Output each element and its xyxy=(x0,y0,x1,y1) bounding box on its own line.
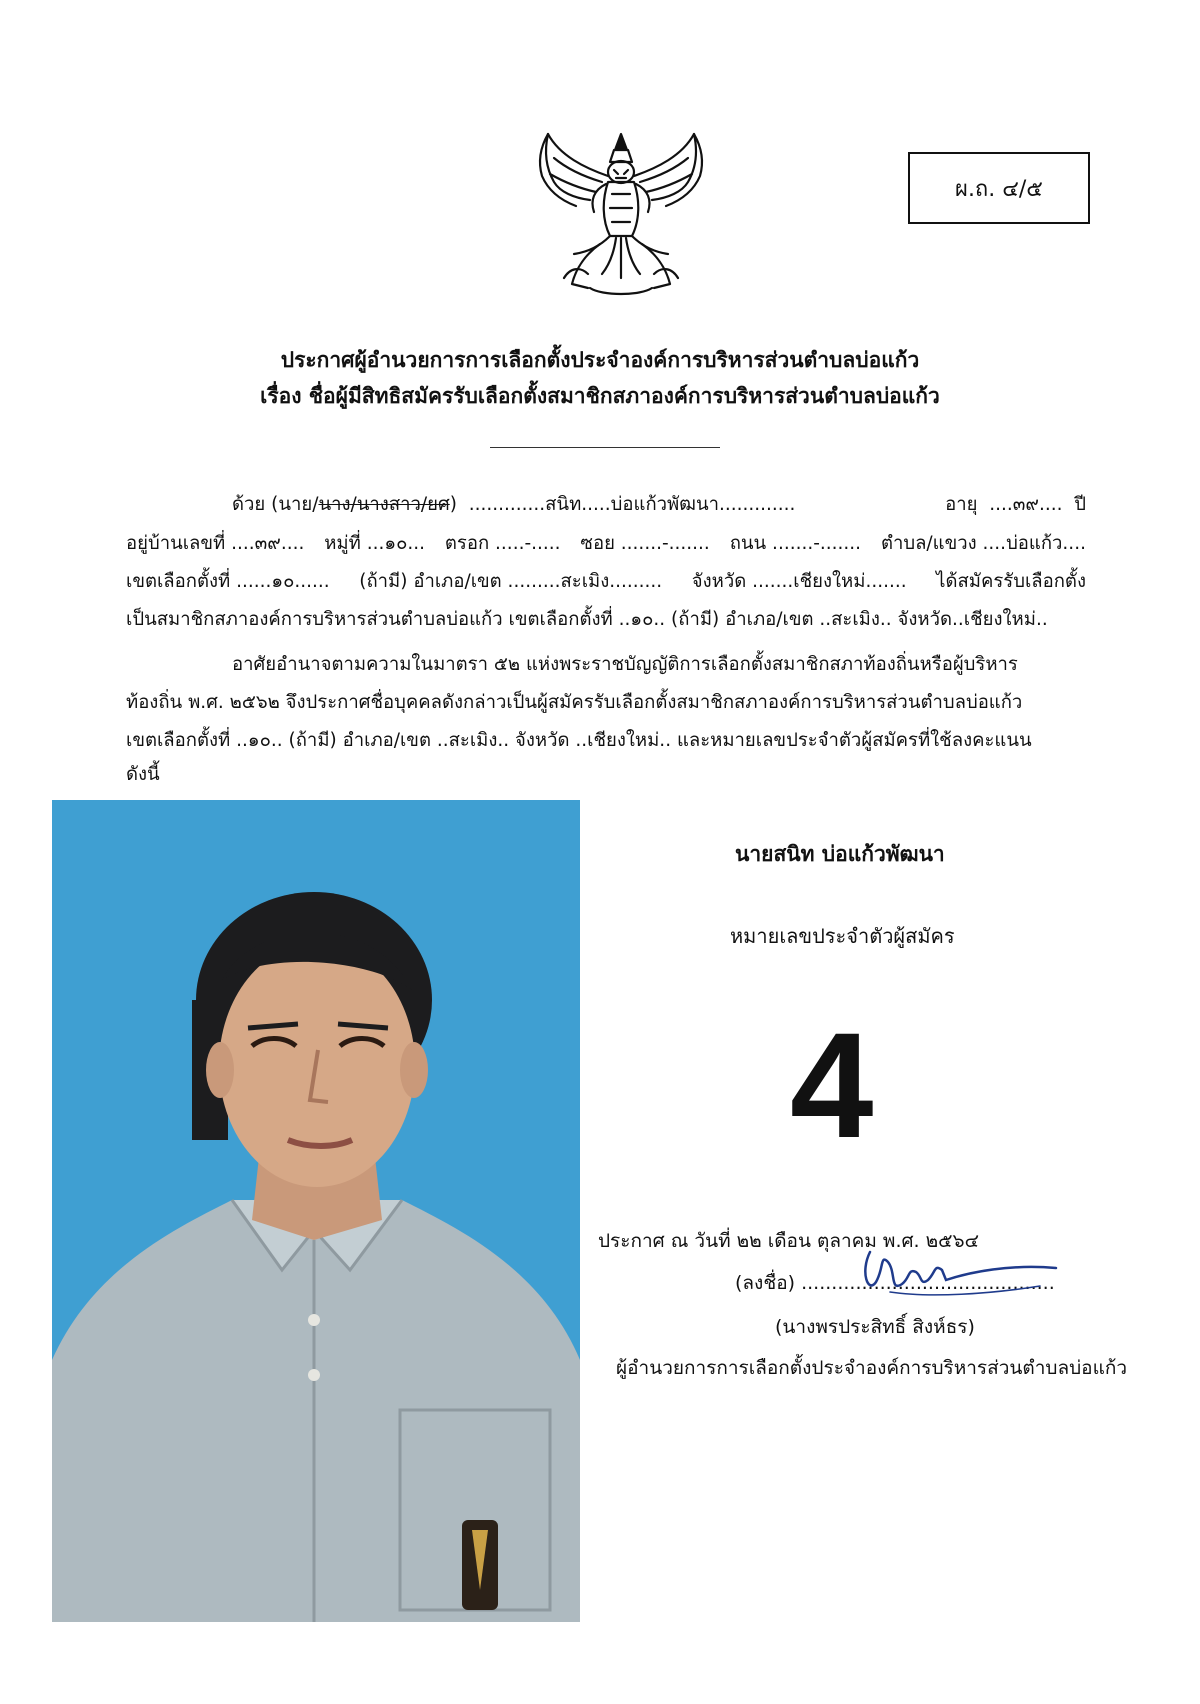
garuda-emblem-icon xyxy=(530,128,712,300)
body-line-7 xyxy=(126,726,1086,755)
address-house-number: อยู่บ้านเลขที่ ....๓๙.... xyxy=(126,533,305,554)
body-line-3 xyxy=(126,567,1086,596)
province: จังหวัด .......เชียงใหม่....... xyxy=(691,571,907,592)
struck-titles: นาง/นางสาว/ยศ xyxy=(318,494,450,515)
as-follows-text: ดังนี้ xyxy=(126,764,160,785)
signer-name: (นางพรประสิทธิ์ สิงห์ธร) xyxy=(775,1316,975,1338)
address-lane: ตรอก .....-..... xyxy=(444,533,561,554)
announcement-subject: เรื่อง ชื่อผู้มีสิทธิสมัครรับเลือกตั้งสมาชิกสภาองค์การบริหารส่วนตำบลบ่อแก้ว xyxy=(260,384,940,408)
signer-title: ผู้อำนวยการการเลือกตั้งประจำองค์การบริหารส่วนตำบลบ่อแก้ว xyxy=(616,1357,1127,1379)
address-village: หมู่ที่ ...๑๐... xyxy=(324,533,426,554)
candidate-number-label: หมายเลขประจำตัวผู้สมัคร xyxy=(730,924,955,948)
candidate-details-text: ด้วย (นาย/นาง/นางสาว/ยศ) .............สนิท.....บ่อแก้วพัฒนา............. xyxy=(232,494,796,515)
form-code-box xyxy=(908,152,1090,224)
membership-text: เป็นสมาชิกสภาองค์การบริหารส่วนตำบลบ่อแก้ว เขตเลือกตั้งที่ ..๑๐.. (ถ้ามี) อำเภอ/เขต ..สะเมิง.. จังหวัด..เชียงใหม่.. xyxy=(126,609,1048,630)
body-line-6 xyxy=(126,688,1086,717)
title-divider xyxy=(490,447,720,448)
legal-basis-text: อาศัยอำนาจตามความในมาตรา ๕๒ แห่งพระราชบัญญัติการเลือกตั้งสมาชิกสภาท้องถิ่นหรือผู้บริหาร xyxy=(232,654,1018,675)
candidate-name: นายสนิท บ่อแก้วพัฒนา xyxy=(735,842,945,866)
announcement-date: ประกาศ ณ วันที่ ๒๒ เดือน ตุลาคม พ.ศ. ๒๕๖๔ xyxy=(598,1230,979,1252)
body-line-8 xyxy=(126,760,1086,789)
body-line-2 xyxy=(126,529,1086,558)
candidate-number: 4 xyxy=(790,1001,874,1169)
announcement-title: ประกาศผู้อำนวยการการเลือกตั้งประจำองค์การบริหารส่วนตำบลบ่อแก้ว xyxy=(280,348,920,372)
handwritten-signature xyxy=(850,1242,1060,1304)
body-line-5 xyxy=(232,650,1086,679)
signature-line: (ลงชื่อ) .......................................... xyxy=(735,1272,1055,1294)
electoral-district: เขตเลือกตั้งที่ ......๑๐...... xyxy=(126,571,330,592)
body-line-4 xyxy=(126,605,1086,634)
announcement-text: ท้องถิ่น พ.ศ. ๒๕๖๒ จึงประกาศชื่อบุคคลดังกล่าวเป็นผู้สมัครรับเลือกตั้งสมาชิกสภาองค์การบริหารส่วนตำบลบ่อแก้ว xyxy=(126,692,1023,713)
applied-text: ได้สมัครรับเลือกตั้ง xyxy=(936,571,1086,592)
district-amphoe: (ถ้ามี) อำเภอ/เขต .........สะเมิง......... xyxy=(359,571,663,592)
candidate-age: อายุ ....๓๙.... ปี xyxy=(945,494,1086,515)
district-number-text: เขตเลือกตั้งที่ ..๑๐.. (ถ้ามี) อำเภอ/เขต ..สะเมิง.. จังหวัด ..เชียงใหม่.. และหมายเลขประจำตัวผู้สมัครที่ใช้ลงคะแนน xyxy=(126,730,1032,751)
candidate-photo xyxy=(52,800,580,1622)
form-code: ผ.ถ. ๔/๕ xyxy=(955,176,1043,202)
address-road: ถนน .......-....... xyxy=(729,533,862,554)
address-soi: ซอย .......-....... xyxy=(580,533,710,554)
body-line-1 xyxy=(232,490,1086,519)
address-subdistrict: ตำบล/แขวง ....บ่อแก้ว.... xyxy=(880,533,1086,554)
